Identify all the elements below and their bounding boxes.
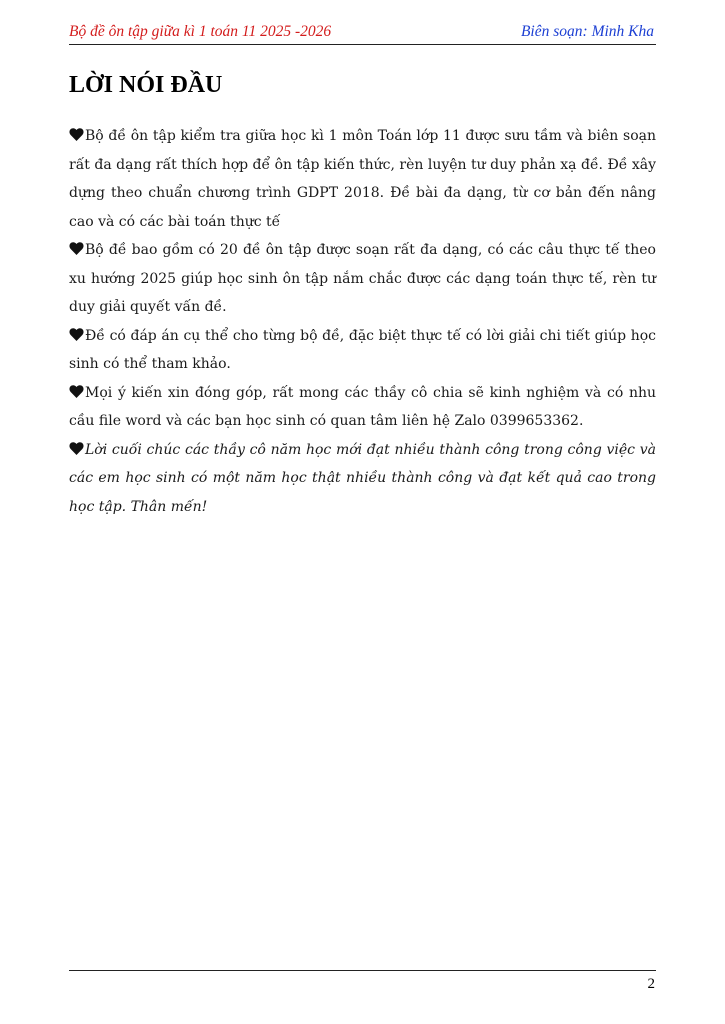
heart-icon (69, 442, 84, 455)
paragraph-3 (69, 322, 656, 379)
preface-body (69, 122, 656, 521)
page-title: LỜI NÓI ĐẦU (69, 72, 223, 98)
paragraph-1 (69, 122, 656, 236)
paragraph-1-text: Bộ đề ôn tập kiểm tra giữa học kì 1 môn Toán lớp 11 được sưu tầm và biên soạn rất đa dạng rất thích hợp để ôn tập kiến thức, rèn luyện tư duy phản xạ đề. Đề xây dựng theo chuẩn chương trình GDPT 2018. Đề bài đa dạng, từ cơ bản đến nâng cao và có các bài toán thực tế (69, 128, 656, 230)
heart-icon (69, 242, 84, 255)
header-author: Biên soạn: Minh Kha (520, 23, 654, 40)
footer-divider (69, 970, 656, 971)
paragraph-4-text: Mọi ý kiến xin đóng góp, rất mong các thầy cô chia sẽ kinh nghiệm và có nhu cầu file word và các bạn học sinh có quan tâm liên hệ Zalo 0399653362. (69, 384, 656, 429)
paragraph-5 (69, 436, 656, 522)
heart-icon (69, 128, 84, 141)
heart-icon (69, 328, 84, 341)
page-number: 2 (647, 976, 655, 992)
paragraph-2-text: Bộ đề bao gồm có 20 đề ôn tập được soạn rất đa dạng, có các câu thực tế theo xu hướng 2025 giúp học sinh ôn tập nắm chắc được các dạng toán thực tế, rèn tư duy giải quyết vấn đề. (69, 242, 656, 315)
paragraph-5-text: Lời cuối chúc các thầy cô năm học mới đạt nhiều thành công trong công việc và các em học sinh có một năm học thật nhiều thành công và đạt kết quả cao trong học tập. Thân mến! (69, 441, 656, 515)
paragraph-3-text: Đề có đáp án cụ thể cho từng bộ đề, đặc biệt thực tế có lời giải chi tiết giúp học sinh có thể tham khảo. (69, 327, 656, 372)
paragraph-4 (69, 379, 656, 436)
header-document-title: Bộ đề ôn tập giữa kì 1 toán 11 2025 -2026 (69, 23, 332, 40)
paragraph-2 (69, 236, 656, 322)
heart-icon (69, 385, 84, 398)
page-header (69, 22, 656, 45)
